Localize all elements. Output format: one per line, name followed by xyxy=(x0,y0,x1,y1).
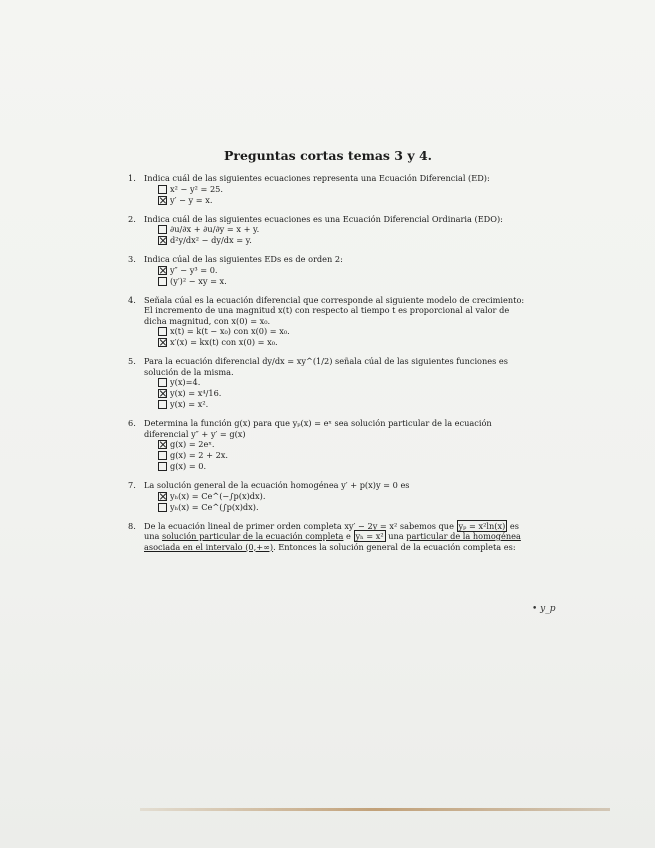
option-label: g(x) = 2eˣ. xyxy=(170,439,215,450)
answer-option[interactable] xyxy=(158,377,528,388)
question-number: 3. xyxy=(128,254,136,264)
option-label: y″ − y³ = 0. xyxy=(170,264,218,275)
checked-checkbox[interactable] xyxy=(158,196,167,205)
question-text: Señala cúal es la ecuación diferencial que corresponde al siguiente modelo de crecimiento: El incremento de una magnitud x(t) con respecto al tiempo t es proporcional al valor de dicha magnitud, con x(0) = x₀. xyxy=(144,294,525,326)
question-1 xyxy=(128,173,528,206)
checked-checkbox[interactable] xyxy=(158,236,167,245)
checked-checkbox[interactable] xyxy=(158,266,167,275)
question-8 xyxy=(128,521,528,553)
q8-part1: De la ecuación lineal de primer orden completa xy′ − 2y = x² sabemos que xyxy=(144,520,457,531)
checkbox[interactable] xyxy=(158,400,167,409)
option-label: yₕ(x) = Ce^(∫p(x)dx). xyxy=(170,501,259,512)
question-7 xyxy=(128,480,528,513)
answer-option[interactable] xyxy=(158,491,528,502)
answer-option[interactable] xyxy=(158,265,528,276)
q8-part3: e xyxy=(343,531,354,541)
question-3 xyxy=(128,254,528,287)
question-number: 4. xyxy=(128,294,136,305)
question-number: 7. xyxy=(128,480,136,490)
answer-option[interactable] xyxy=(158,235,528,246)
q8-part2: es una xyxy=(144,520,519,541)
question-text: Para la ecuación diferencial dy/dx = xy^(1/2) señala cúal de las siguientes funciones es solución de la misma. xyxy=(144,356,508,377)
question-6 xyxy=(128,418,528,472)
question-list xyxy=(128,173,528,513)
answer-option[interactable] xyxy=(158,439,528,450)
q8-underline-1: solución particular de la ecuación completa xyxy=(162,531,344,541)
checkbox[interactable] xyxy=(158,327,167,336)
question-4 xyxy=(128,295,528,349)
option-label: g(x) = 2 + 2x. xyxy=(170,450,229,461)
option-label: y(x)=4. xyxy=(170,377,201,388)
question-text xyxy=(144,521,528,553)
question-number: 8. xyxy=(128,520,136,531)
checked-checkbox[interactable] xyxy=(158,338,167,347)
answer-option[interactable] xyxy=(158,184,528,195)
option-label: d²y/dx² − dy/dx = y. xyxy=(170,235,252,246)
question-number: 1. xyxy=(128,173,136,183)
question-5 xyxy=(128,356,528,410)
option-label: ∂u/∂x + ∂u/∂y = x + y. xyxy=(170,224,260,235)
option-label: y(x) = x². xyxy=(170,399,209,410)
option-label: (y′)² − xy = x. xyxy=(170,275,227,286)
answer-option[interactable] xyxy=(158,461,528,472)
checked-checkbox[interactable] xyxy=(158,440,167,449)
answer-option[interactable] xyxy=(158,399,528,410)
paper-edge-shadow xyxy=(140,808,610,811)
question-text: Indica cuál de las siguientes ecuaciones representa una Ecuación Diferencial (ED): xyxy=(144,173,490,183)
answer-option[interactable] xyxy=(158,388,528,399)
question-number: 5. xyxy=(128,356,136,366)
answer-option[interactable] xyxy=(158,450,528,461)
option-label: x² − y² = 25. xyxy=(170,183,223,194)
question-number: 2. xyxy=(128,213,136,224)
question-number: 6. xyxy=(128,418,136,428)
option-label: g(x) = 0. xyxy=(170,461,207,472)
option-label: y′ − y = x. xyxy=(170,194,213,205)
checkbox[interactable] xyxy=(158,451,167,460)
checkbox[interactable] xyxy=(158,277,167,286)
checked-checkbox[interactable] xyxy=(158,492,167,501)
option-label: x(t) = k(t − x₀) con x(0) = x₀. xyxy=(170,326,290,337)
handwritten-note: • y_p xyxy=(532,604,556,614)
answer-option[interactable] xyxy=(158,276,528,287)
question-text: Indica cuál de las siguientes ecuaciones es una Ecuación Diferencial Ordinaria (EDO): xyxy=(144,213,503,224)
q8-part5: . Entonces la solución general de la ecuación completa es: xyxy=(273,541,516,552)
checked-checkbox[interactable] xyxy=(158,389,167,398)
page-title: Preguntas cortas temas 3 y 4. xyxy=(223,148,433,163)
question-2 xyxy=(128,214,528,247)
q8-underline-2: particular de la homogénea asociada en el intervalo (0,+∞) xyxy=(144,531,521,552)
document-body xyxy=(128,148,528,560)
answer-option[interactable] xyxy=(158,502,528,513)
answer-option[interactable] xyxy=(158,326,528,337)
q8-boxed-homogeneous: yₕ = x² xyxy=(355,531,384,541)
question-text: La solución general de la ecuación homogénea y′ + p(x)y = 0 es xyxy=(144,480,410,490)
checkbox[interactable] xyxy=(158,225,167,234)
question-text: Indica cúal de las siguientes EDs es de orden 2: xyxy=(144,254,343,264)
checkbox[interactable] xyxy=(158,462,167,471)
checkbox[interactable] xyxy=(158,503,167,512)
q8-boxed-particular: yₚ = x²ln(x) xyxy=(458,520,506,531)
answer-option[interactable] xyxy=(158,224,528,235)
option-label: y(x) = x⁴/16. xyxy=(170,388,222,399)
q8-part4: una xyxy=(385,531,407,541)
answer-option[interactable] xyxy=(158,195,528,206)
question-text: Determina la función g(x) para que yₚ(x) = eˣ sea solución particular de la ecuación diferencial y″ + y′ = g(x) xyxy=(144,418,492,439)
checkbox[interactable] xyxy=(158,185,167,194)
option-label: x′(x) = kx(t) con x(0) = x₀. xyxy=(170,337,278,348)
checkbox[interactable] xyxy=(158,378,167,387)
option-label: yₕ(x) = Ce^(−∫p(x)dx). xyxy=(170,490,266,501)
answer-option[interactable] xyxy=(158,337,528,348)
